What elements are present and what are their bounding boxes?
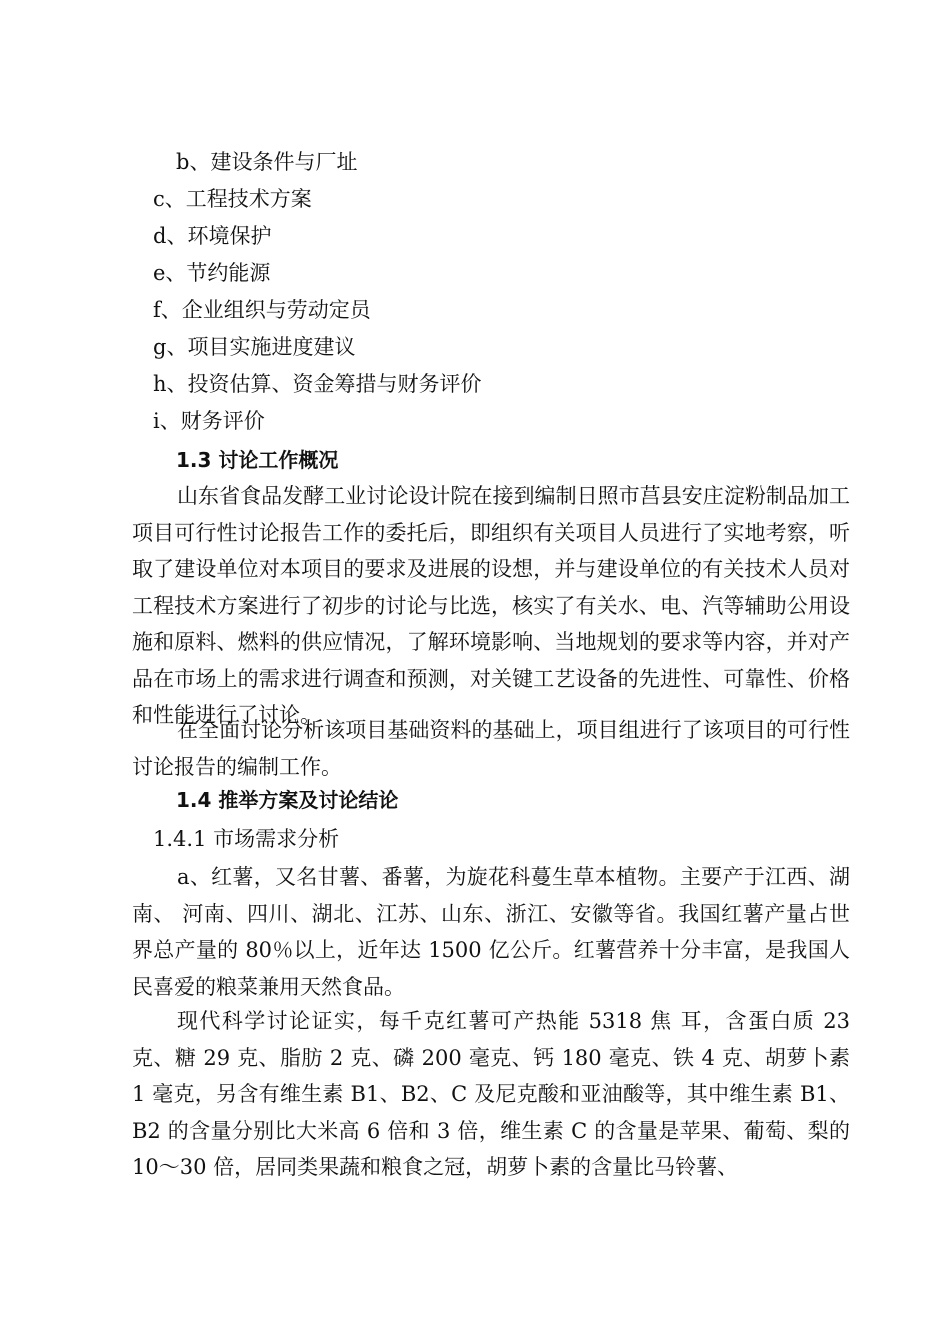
paragraph-sweet-potato-intro: a、红薯，又名甘薯、番薯，为旋花科蔓生草本植物。主要产于江西、湖南、 河南、四川、湖北、江苏、山东、浙江、安徽等省。我国红薯产量占世界总产量的 80％以上，近年达 1500 亿公斤。红薯营养十分丰富，是我国人民喜爱的粮菜兼用天然食品。 [132, 865, 850, 999]
list-item-d: d、环境保护 [153, 224, 272, 248]
section-heading-1-4: 1.4 推举方案及讨论结论 [176, 788, 399, 812]
list-item-b: b、建设条件与厂址 [176, 150, 358, 174]
list-item-i: i、财务评价 [153, 409, 265, 433]
list-item-e: e、节约能源 [153, 261, 271, 285]
list-item-h: h、投资估算、资金筹措与财务评价 [153, 372, 482, 396]
paragraph-work-overview: 山东省食品发酵工业讨论设计院在接到编制日照市莒县安庄淀粉制品加工项目可行性讨论报告工作的委托后，即组织有关项目人员进行了实地考察，听取了建设单位对本项目的要求及进展的设想，并与建设单位的有关技术人员对工程技术方案进行了初步的讨论与比选，核实了有关水、电、汽等辅助公用设施和原料、燃料的供应情况，了解环境影响、当地规划的要求等内容，并对产品在市场上的需求进行调查和预测，对关键工艺设备的先进性、可靠性、价格和性能进行了讨论。 [132, 484, 850, 727]
subsection-heading-1-4-1: 1.4.1 市场需求分析 [153, 827, 340, 851]
paragraph-work-summary: 在全面讨论分析该项目基础资料的基础上，项目组进行了该项目的可行性讨论报告的编制工作。 [132, 718, 850, 779]
list-item-f: f、企业组织与劳动定员 [153, 298, 371, 322]
list-item-g: g、项目实施进度建议 [153, 335, 356, 359]
paragraph-nutrition-research: 现代科学讨论证实，每千克红薯可产热能 5318 焦 耳，含蛋白质 23 克、糖 29 克、脂肪 2 克、磷 200 毫克、钙 180 毫克、铁 4 克、胡萝卜素 1 毫克，另含有维生素 B1、B2、C 及尼克酸和亚油酸等，其中维生素 B1、B2 的含量分别比大米高 6 倍和 3 倍，维生素 C 的含量是苹果、葡萄、梨的 10～30 倍，居同类果蔬和粮食之冠，胡萝卜素的含量比马铃薯、 [132, 1009, 850, 1179]
section-heading-1-3: 1.3 讨论工作概况 [176, 448, 339, 472]
list-item-c: c、工程技术方案 [153, 187, 312, 211]
